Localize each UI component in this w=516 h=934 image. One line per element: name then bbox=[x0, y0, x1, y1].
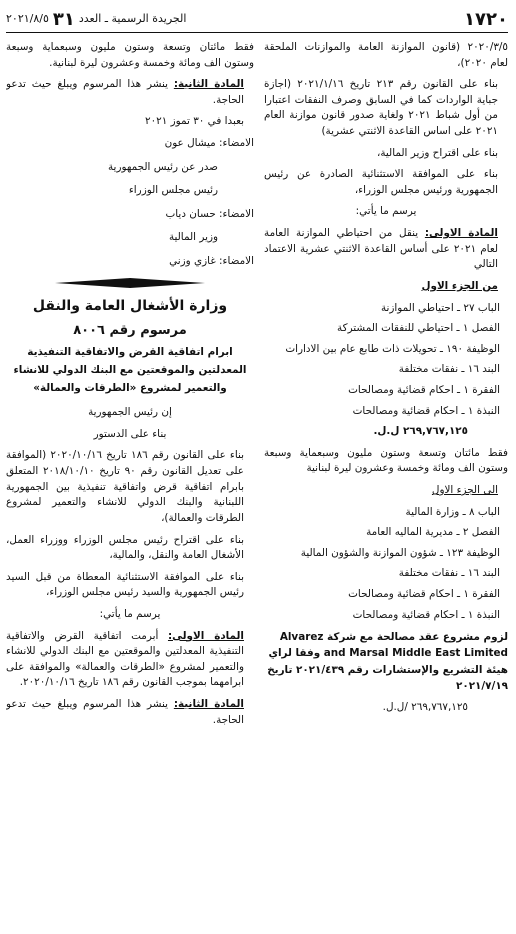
issue-number: ٣١ bbox=[52, 8, 75, 30]
gazette-name: الجريدة الرسمية ـ العدد bbox=[78, 11, 187, 25]
divider-ornament bbox=[55, 278, 205, 288]
finance-minister-title: وزير المالية bbox=[168, 231, 218, 244]
president-line: إن رئيس الجمهورية bbox=[88, 406, 172, 419]
article-1-text: أبرمت اتفاقية القرض والاتفاقية التنفيذية المعدلتين والموقعتين مع البنك الدولي للانشاء والتعمير لمشروع «الطرقات والعمالة» والموافقة على ابرامهما بموجب القانون رقم ١٨٦ تاريخ ٢٠٢٠/١٠/١٦. bbox=[6, 629, 244, 689]
to-line: النبذة ١ ـ احكام قضائية ومصالحات bbox=[352, 608, 500, 621]
exceptional-approval: بناء على الموافقة الاستثنائية الصادرة عن رئيس الجمهورية ورئيس مجلس الوزراء، bbox=[264, 168, 498, 196]
left-column bbox=[6, 40, 254, 926]
prime-minister-title: رئيس مجلس الوزراء bbox=[128, 184, 218, 197]
to-line: الفصل ٢ ـ مديرية الماليه العامة bbox=[366, 526, 500, 539]
decree-subject: ابرام اتفاقية القرض والاتفاقية التنفيذية المعدلتين والموقعتين مع البنك الدولي للانشاء والتعمير لمشروع «الطرقات والعمالة» bbox=[13, 346, 247, 394]
page-header bbox=[6, 6, 508, 33]
from-line: النبذة ١ ـ احكام قضائية ومصالحات bbox=[352, 404, 500, 417]
transfer-amount: ٢٦٩,٧٦٧,١٢٥ ل.ل. bbox=[373, 425, 468, 438]
from-line: الفصل ١ ـ احتياطي للنفقات المشتركة bbox=[337, 322, 500, 335]
law-186-ref: بناء على القانون رقم ١٨٦ تاريخ ٢٠٢٠/١٠/١٦ (الموافقة على تعديل القانون رقم ٩٠ تاريخ ٢٠١٨/١٠/١٠ المتعلق بابرام اتفاقية قرض واتفاقية تنفيذية بين الجمهورية اللبنانية والبنك الدولي للانشاء والتعمير لمشروع الطرقات والعمالة)، bbox=[6, 449, 245, 524]
constitution-line: بناء على الدستور bbox=[93, 427, 167, 440]
article-2-text: ينشر هذا المرسوم ويبلغ حيث تدعو الحاجة. bbox=[6, 698, 244, 726]
signing-date: بعبدا في ٣٠ تموز ٢٠٢١ bbox=[144, 115, 244, 128]
to-line: البند ١٦ ـ نفقات مختلفة bbox=[398, 567, 500, 580]
article-2 bbox=[6, 77, 254, 108]
ministers-proposal: بناء على اقتراح رئيس مجلس الوزراء ووزراء العمل، الأشغال العامة والنقل، والمالية، bbox=[6, 533, 244, 562]
prime-minister-signature: الامضاء: حسان دياب bbox=[165, 207, 254, 220]
amount-in-words: فقط مائتان وتسعة وستون مليون وسبعماية وسبعة وستون الف ومائة وخمسة وعشرون ليرة لبنانية. bbox=[6, 41, 254, 69]
to-line: الباب ٨ ـ وزارة المالية bbox=[405, 505, 500, 518]
minister-proposal: بناء على اقتراح وزير المالية، bbox=[376, 146, 498, 159]
contract-title: لزوم مشروع عقد مصالحة مع شركة Alvarez and Marsal Middle East Limited وفقا لراي هيئة التشريع والإستشارات رقم ٢٠٢١/٤٣٩ تاريخ ٢٠٢١/٧/١٩ bbox=[267, 631, 508, 692]
article-1 bbox=[264, 226, 508, 273]
exceptional-approval: بناء على الموافقة الاستثنائية المعطاة من قبل السيد رئيس الجمهورية والسيد رئيس مجلس الوزراء، bbox=[6, 570, 244, 599]
article-1-label: المادة الاولى: bbox=[167, 629, 244, 642]
budget-law-ref: ٢٠٢٠/٣/٥ (قانون الموازنة العامة والموازنات الملحقة لعام ٢٠٢٠)، bbox=[264, 41, 508, 69]
article-2 bbox=[6, 697, 254, 728]
to-heading: الى الجزء الاول bbox=[431, 484, 498, 497]
issue-date: ٢٠٢١/٨/٥ bbox=[6, 11, 49, 25]
issued-by: صدر عن رئيس الجمهورية bbox=[107, 160, 218, 173]
decrees-text: يرسم ما يأتي: bbox=[355, 205, 417, 218]
to-line: الفقرة ١ ـ احكام قضائية ومصالحات bbox=[348, 588, 500, 601]
article-1-label: المادة الاولى: bbox=[424, 227, 498, 240]
law-213-ref: بناء على القانون رقم ٢١٣ تاريخ ٢٠٢١/١/١٦ (اجازة جباية الواردات كما في السابق وصرف النفقات اعتبارا من أول شباط ٢٠٢١ ولغاية صدور قانون موازنة العام ٢٠٢١ على اساس القاعدة الاثنتي عشرية) bbox=[264, 78, 499, 138]
article-2-text: ينشر هذا المرسوم ويبلغ حيث تدعو الحاجة. bbox=[6, 78, 244, 106]
decrees-text: يرسم ما يأتي: bbox=[99, 607, 161, 620]
decree-number: مرسوم رقم ٨٠٠٦ bbox=[73, 322, 187, 338]
president-signature: الامضاء: ميشال عون bbox=[164, 137, 254, 150]
amount-in-words: فقط مائتان وتسعة وستون مليون وسبعماية وسبعة وستون الف ومائة وخمسة وعشرون ليرة لبنانية bbox=[264, 446, 508, 475]
from-line: الباب ٢٧ ـ احتياطي الموازنة bbox=[380, 301, 500, 314]
from-line: الفقرة ١ ـ احكام قضائية ومصالحات bbox=[348, 383, 500, 396]
article-2-label: المادة الثانية: bbox=[173, 698, 244, 711]
section-divider bbox=[6, 278, 254, 288]
article-1 bbox=[6, 629, 254, 691]
right-column bbox=[264, 40, 508, 926]
article-1-text: ينقل من احتياطي الموازنة العامة لعام ٢٠٢١ على أساس القاعدة الاثنتي عشرية الاعتماد التالي bbox=[264, 227, 498, 271]
page-number: ١٧٢٠ bbox=[464, 8, 508, 30]
from-line: الوظيفة ١٩٠ ـ تحويلات ذات طابع عام بين الادارات bbox=[285, 342, 500, 355]
gazette-info bbox=[6, 6, 186, 33]
from-line: البند ١٦ ـ نفقات مختلفة bbox=[398, 363, 500, 376]
finance-minister-signature: الامضاء: غازي وزني bbox=[169, 255, 254, 268]
to-line: الوظيفة ١٢٣ ـ شؤون الموازنة والشؤون المالية bbox=[300, 546, 500, 559]
ministry-title: وزارة الأشغال العامة والنقل bbox=[32, 297, 228, 314]
from-heading: من الجزء الاول bbox=[421, 279, 498, 292]
transfer-amount-2: ٢٦٩,٧٦٧,١٢٥ /ل.ل. bbox=[382, 700, 468, 713]
article-2-label: المادة الثانية: bbox=[173, 78, 244, 91]
